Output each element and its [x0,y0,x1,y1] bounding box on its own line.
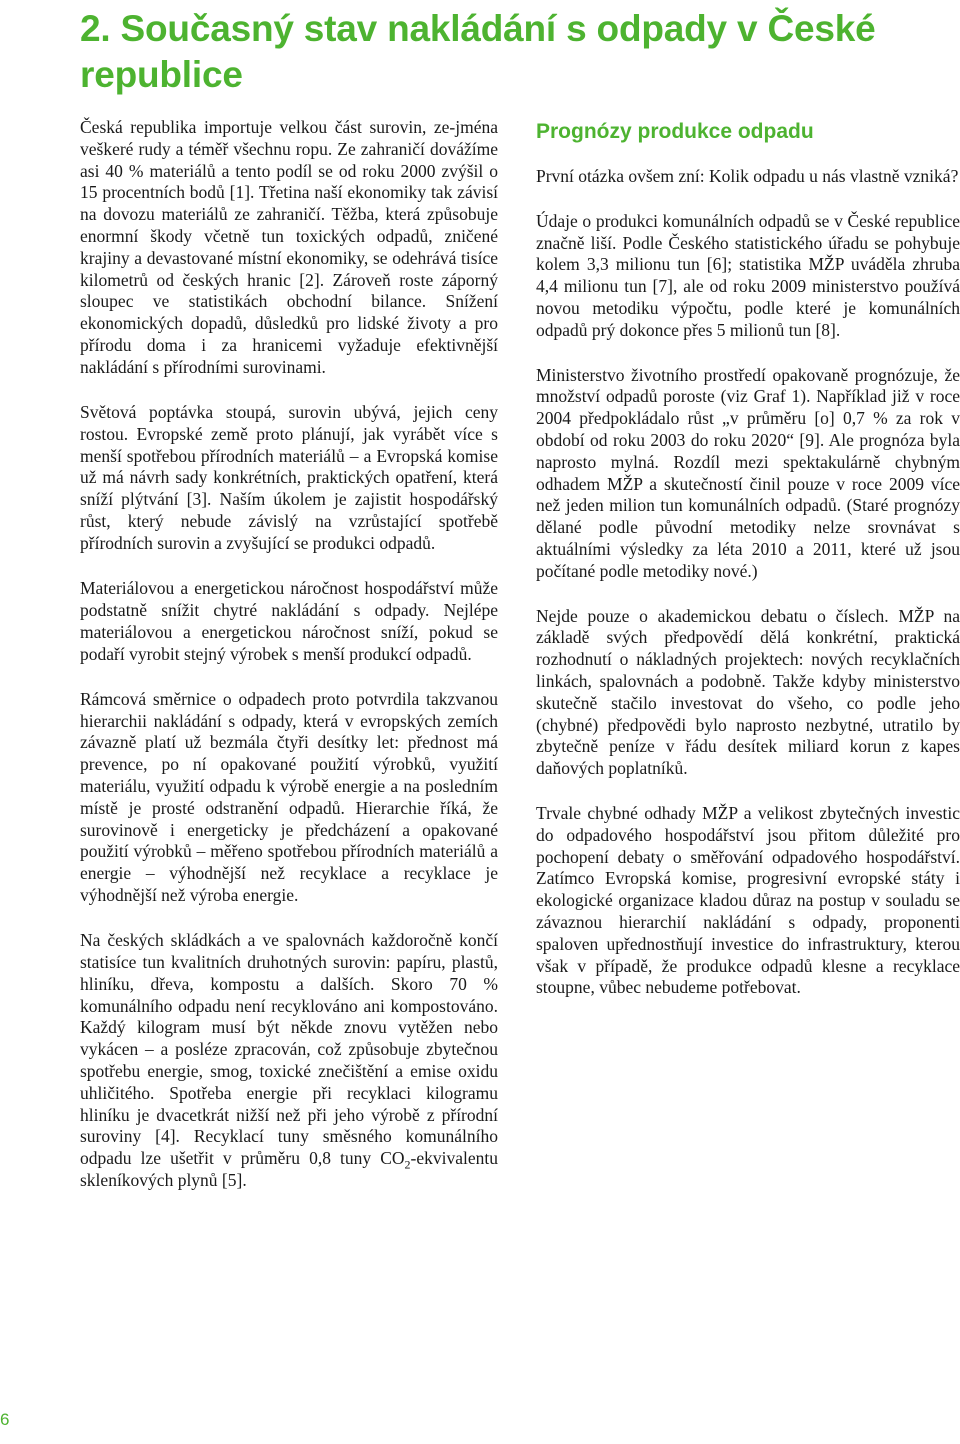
body-paragraph: Materiálovou a energetickou náročnost hospodářství může podstatně snížit chytré nakládání s odpady. Nejlépe materiálovou a energetickou náročnost sníží, pokud se podaří vyrobit stejný výrobek s menší produkcí odpadů. [80,578,498,664]
body-paragraph: Světová poptávka stoupá, surovin ubývá, jejich ceny rostou. Evropské země proto plánují, jak vyrábět více s menší spotřebou přírodních materiálů – a Evropská komise už má návrh sady konkrétních, praktických opatření, která sníží plýtvání [3]. Naším úkolem je zajistit hospodářský růst, který nebude závislý na vzrůstající spotřebě přírodních surovin a zvyšující se produkci odpadů. [80,402,498,553]
body-paragraph: Rámcová směrnice o odpadech proto potvrdila takzvanou hierarchii nakládání s odpady, která v evropských zemích závazně platí už bezmála čtyři desítky let: přednost má prevence, po ní opakované použití výrobků, využití materiálu, využití odpadu k výrobě energie a na posledním místě je prosté odstranění odpadů. Hierarchie říká, že surovinově i energeticky je předcházení a opakované použití výrobků – měřeno spotřebou přírodních materiálů a energie – výhodnější než recyklace a recyklace je výhodnější než výroba energie. [80,688,498,905]
left-column [80,117,498,1215]
body-paragraph: Česká republika importuje velkou část surovin, ze-jména veškeré rudy a téměř všechnu ropu. Ze zahraničí dovážíme asi 40 % materiálů a tento podíl se od roku 2000 zvýšil o 15 procentních bodů [1]. Třetina naší ekonomiky tak závisí na dovozu materiálů ze zahraničí. Těžba, která způsobuje enormní škody včetně tun toxických odpadů, zničené krajiny a devastované místní ekonomiky, se odehrává tisíce kilometrů od českých hranic [2]. Zároveň roste záporný sloupec ve statistikách obchodní bilance. Snížení ekonomických dopadů, důsledků pro lidské životy a pro přírodu doma i za hranicemi vyžaduje efektivnější nakládání s přírodními surovinami. [80,117,498,377]
page-title: 2. Současný stav nakládání s odpady v České republice [80,8,876,95]
right-column [536,117,960,1022]
page-number: 6 [0,1410,10,1429]
body-paragraph: Nejde pouze o akademickou debatu o číslech. MŽP na základě svých předpovědí dělá konkrétní, praktická rozhodnutí o nákladných projektech: nových recyklačních linkách, spalovnách a podobně. Takže kdyby ministerstvo skutečně stačilo investovat do všeho, co podle jeho (chybné) předpovědi bylo naprosto nezbytné, utratilo by zbytečně peníze v řádu desítek miliard korun z kapes daňových poplatníků. [536,605,960,779]
paragraph-tail: -ekvivalentu skleníkových plynů [5]. [80,1148,498,1191]
co2-subscript: 2 [404,1157,411,1172]
section-heading: Prognózy produkce odpadu [536,120,814,143]
body-paragraph-last [80,930,498,1192]
paragraph-text: Na českých skládkách a ve spalovnách každoročně končí statisíce tun kvalitních druhotných surovin: papíru, plastů, hliníku, dřeva, kompostu a dalších. Skoro 70 % komunálního odpadu není recyklováno ani kompostováno. Každý kilogram musí být někde znovu vytěžen nebo vykácen – a posléze zpracován, což způsobuje zbytečnou spotřebu energie, smog, toxické znečištění a emise oxidu uhličitého. Spotřeba energie při recyklaci kilogramu hliníku je dvacetkrát nižší než při jeho výrobě z přírodní suroviny [4]. Recyklací tuny směsného komunálního odpadu lze ušetřit v průměru 0,8 tuny CO [80,930,498,1169]
body-paragraph: Trvale chybné odhady MŽP a velikost zbytečných investic do odpadového hospodářství jsou přitom důležité pro pochopení debaty o směřování odpadového hospodářství. Zatímco Evropská komise, progresivní evropské státy i ekologické organizace kladou důraz na postup v souladu se závaznou hierarchií nakládání s odpady, proponenti spaloven upřednostňují investice do infrastruktury, kterou však v případě, že produkce odpadů klesne a recyklace stoupne, vůbec nebudeme potřebovat. [536,802,960,998]
body-paragraph: Ministerstvo životního prostředí opakovaně prognózuje, že množství odpadů poroste (viz Graf 1). Například již v roce 2004 předpokládalo růst „v průměru [o] 0,7 % za rok v období od roku 2003 do roku 2020“ [9]. Ale prognóza byla naprosto mylná. Rozdíl mezi spektakulárně chybným odhadem MŽP a skutečností činil pouze v roce 2009 více než jeden milion tun komunálních odpadů. (Staré prognózy dělané podle původní metodiky nelze srovnávat s aktuálními výsledky za léta 2010 a 2011, které už jsou počítané podle metodiky nové.) [536,364,960,581]
body-paragraph: První otázka ovšem zní: Kolik odpadu u nás vlastně vzniká? [536,166,959,186]
body-paragraph: Údaje o produkci komunálních odpadů se v České republice značně liší. Podle Českého statistického úřadu se pohybuje kolem 3,3 milionu tun [6]; statistika MŽP uváděla zhruba 4,4 milionu tun [7], ale od roku 2009 ministerstvo používá novou metodiku výpočtu, podle které je komunálních odpadů prý dokonce přes 5 milionů tun [8]. [536,210,960,340]
